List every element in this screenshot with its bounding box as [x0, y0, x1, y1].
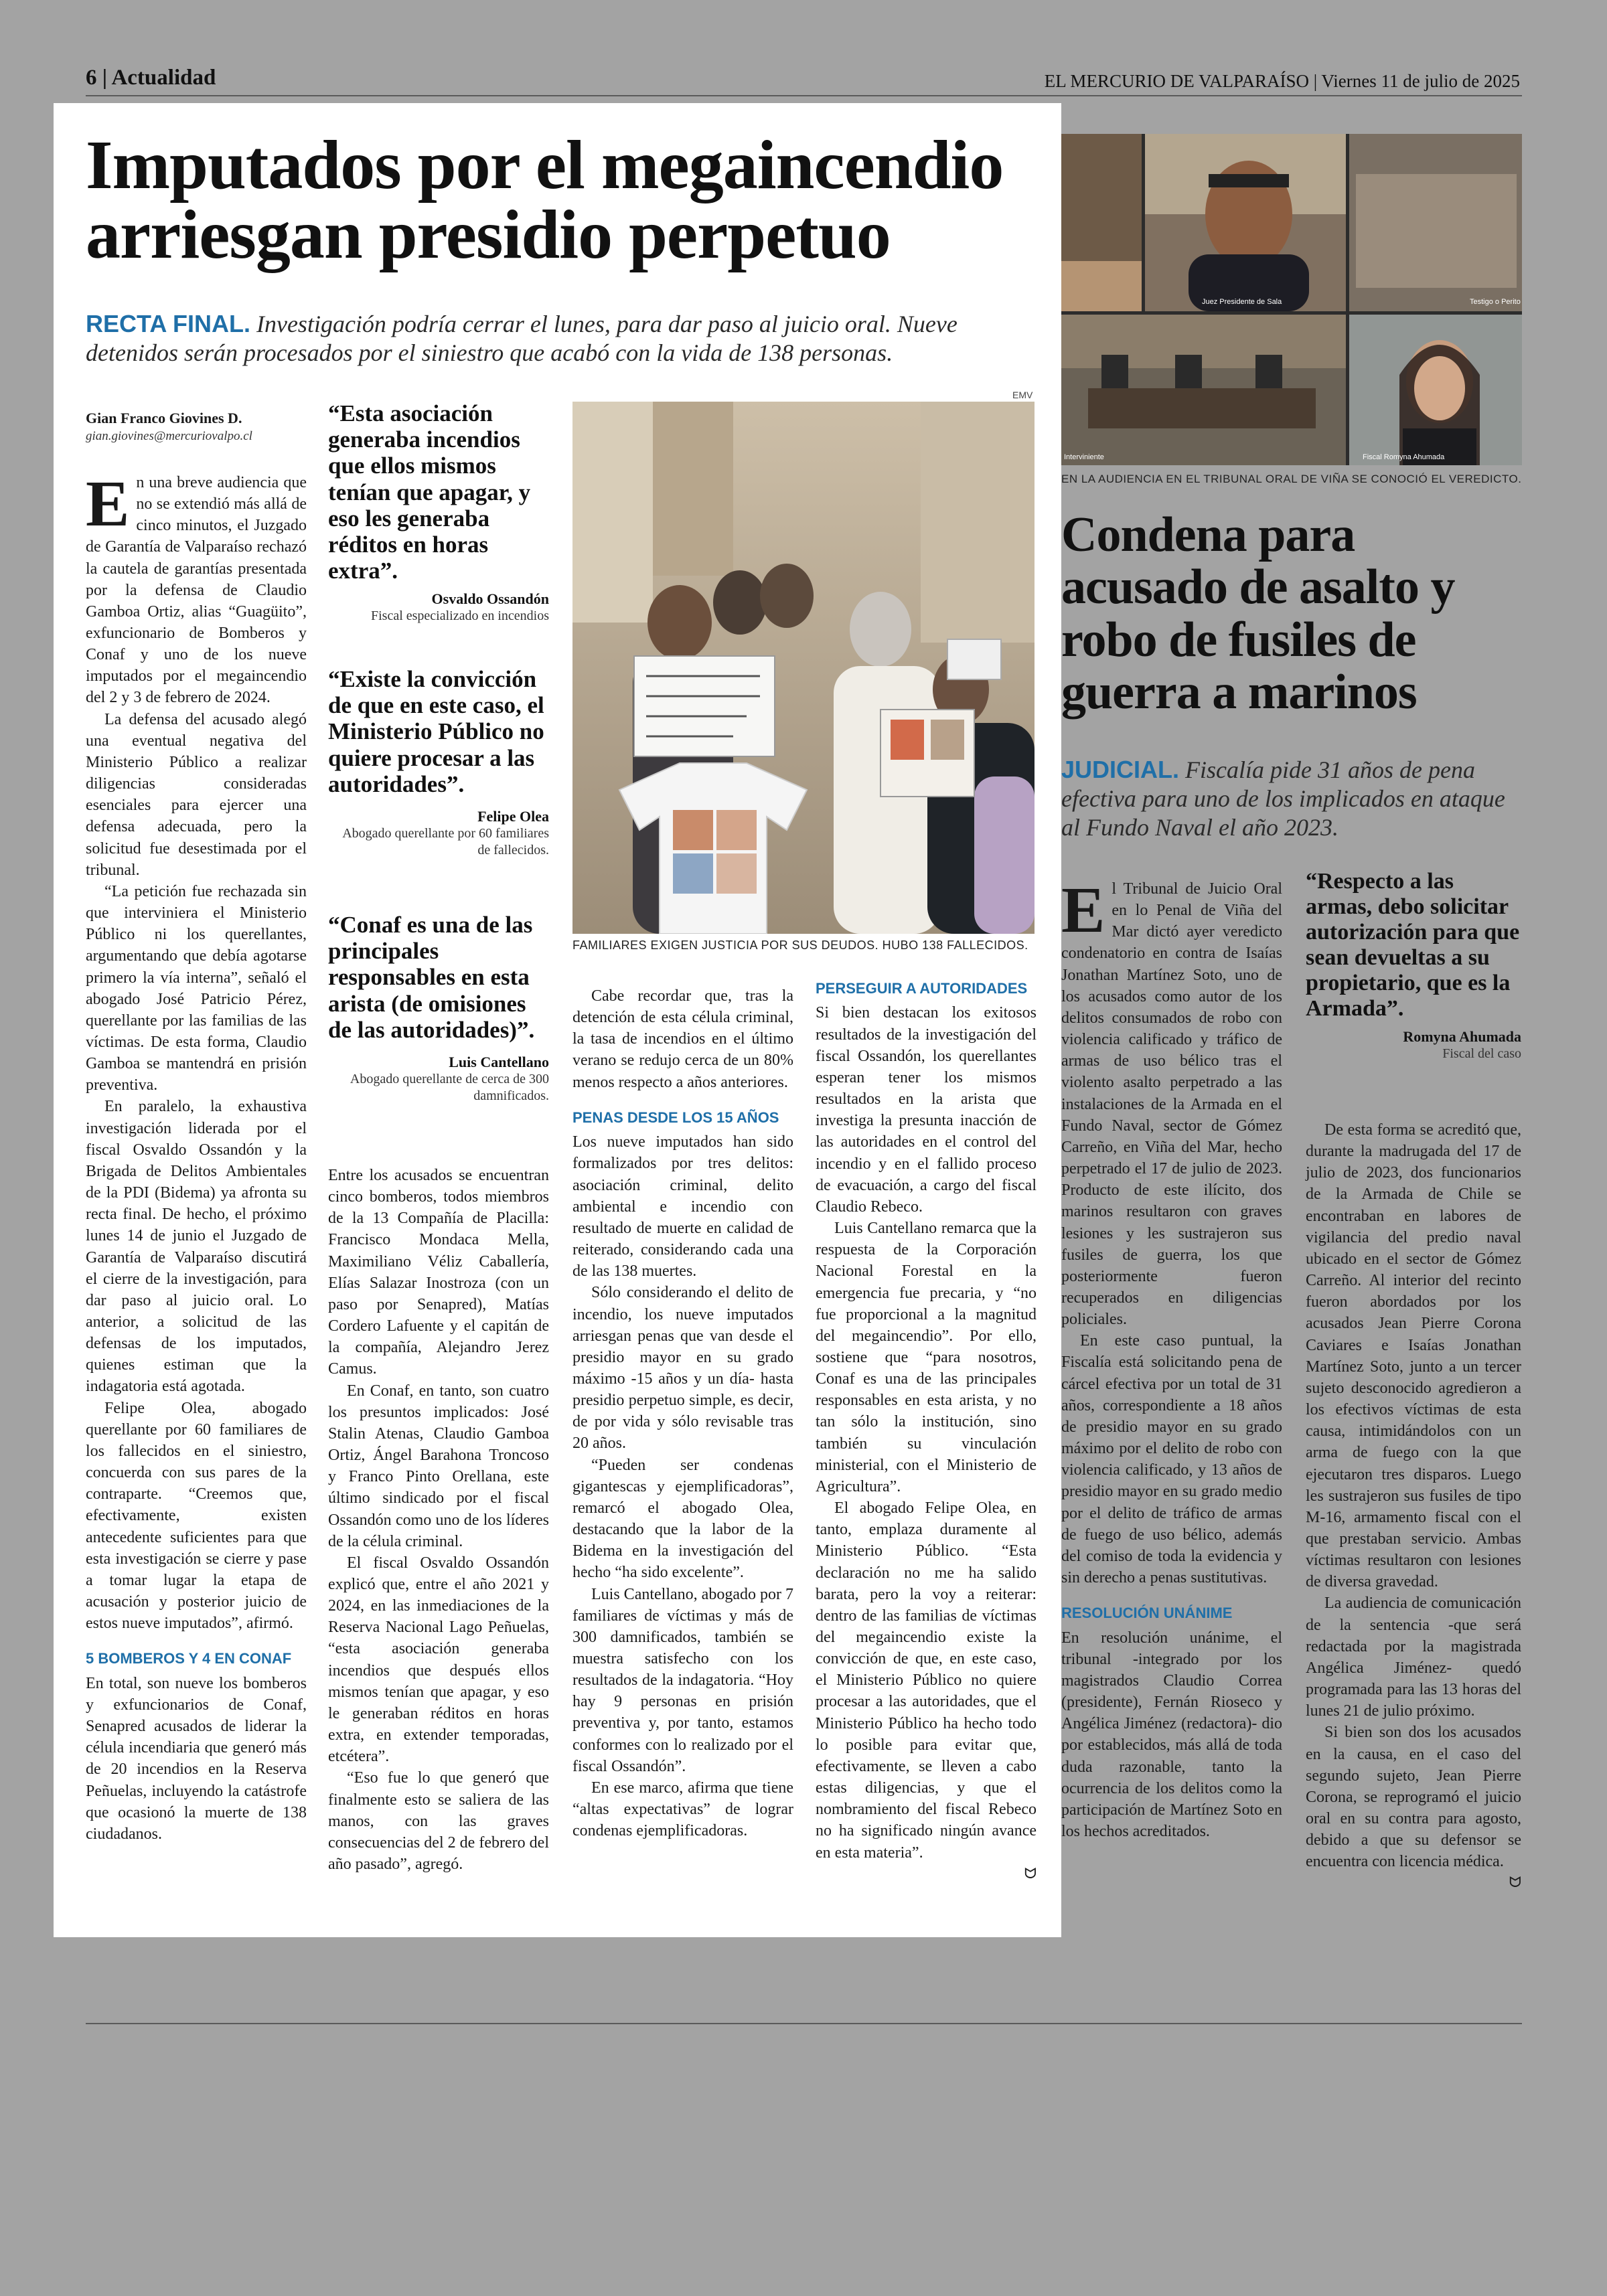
dropcap: E [86, 467, 130, 540]
families-protest-illustration [572, 402, 1035, 934]
main-headline-line2: arriesgan presidio perpetuo [86, 196, 891, 273]
paragraph: El fiscal Osvaldo Ossandón explicó que, entre el año 2021 y 2024, en las inmediaciones de la Reserva Nacional Lago Peñuelas, “esta asociación generaba incendios que después ellos mismos tenían que apagar, y eso le generaban réditos en horas extra, en extender temporadas, etcétera”. [328, 1554, 549, 1766]
pull-quote-author: Romyna Ahumada [1403, 1028, 1521, 1046]
paragraph [86, 467, 307, 709]
section-name: Actualidad [111, 66, 216, 90]
byline-email: gian.giovines@mercuriovalpo.cl [86, 429, 252, 444]
court-screens-illustration [1061, 134, 1522, 465]
court-video-photo [1061, 134, 1522, 465]
paragraph: La audiencia de comunicación de la sentencia -que será redactada por la magistrada Angélica Jiménez- quedó programada para las 13 horas del lunes 21 de julio próximo. [1306, 1594, 1521, 1720]
side-deck-tag: JUDICIAL. [1061, 756, 1180, 783]
masthead-date: EL MERCURIO DE VALPARAÍSO | Viernes 11 de julio de 2025 [1044, 71, 1520, 91]
paragraph: Si bien destacan los exitosos resultados de la investigación del fiscal Ossandón, los querellantes esperan tener los mismos resultados en la arista que investiga la presunta inacción de las autoridades en el control del incendio y en el fallido proceso de evacuación, a cargo del fiscal Claudio Rebeco. [816, 1004, 1037, 1216]
main-deck-tag: RECTA FINAL. [86, 310, 250, 337]
pull-quote-role: Fiscal del caso [1442, 1046, 1521, 1062]
paragraph: De esta forma se acreditó que, durante la madrugada del 17 de julio de 2023, dos funcionarios de la Armada de Chile se encontraban en labores de vigilancia del predio naval ubicado en el sector de Gómez Carreño. Al interior del recinto fueron abordados por los acusados Jean Pierre Corona Caviares e Isaías Jonathan Martínez Soto, junto a un tercer sujeto desconocido agredieron a los efectivos víctimas de esta causa, intimidándolos con un arma de fuego con la que ejecutaron tres disparos. Luego les sustrajeron sus fusiles de tipo M-16, armamento fiscal con el que prestaban servicio. Ambas víctimas resultaron con lesiones de diversa gravedad. [1306, 1121, 1521, 1591]
main-deck-line1: Investigación podría cerrar el lunes, para dar paso al juicio oral. Nueve [250, 311, 958, 337]
main-headline [86, 127, 1057, 273]
dropcap: E [1061, 874, 1105, 947]
byline: Gian Franco Giovines D. [86, 410, 242, 426]
paragraph: El abogado Felipe Olea, en tanto, emplaza duramente al Ministerio Público. “Esta declaración no me ha salido barata, pero la voy a reiterar: dentro de las familias de víctimas del megaincendio existe la convicción de que, en este caso, el Ministerio Público no quiere procesar a las autoridades, que el Ministerio Público ha hecho todo lo posible para evitar que, efectivamente, se lleven a cabo estas diligencias, y que el nombramiento del fiscal Rebeco no ha significado ningún avance en esta materia”. [816, 1499, 1037, 1862]
side-headline-line: guerra a marinos [1061, 665, 1417, 720]
paragraph: En paralelo, la exhaustiva investigación liderada por el fiscal Osvaldo Ossandón y la Brigada de Delitos Ambientales de la PDI (Bidema) ya afronta su recta final. De hecho, el próximo lunes 14 de junio el Juzgado de Garantía de Valparaíso discutirá el cierre de la investigación, para dar paso al juicio oral. Lo anterior, a solicitud de las defensas de los imputados, quienes estiman que la indagatoria está agotada. [86, 1098, 307, 1396]
paragraph-text: l Tribunal de Juicio Oral en lo Penal de Viña del Mar dictó ayer veredicto condenatorio en contra de Isaías Jonathan Martínez Soto, uno de los acusados como autor de los delitos consumados de robo con violencia calificado y tráfico de armas de uso bélico tras el violento asalto perpetrado a las instalaciones de la Armada en el Fundo Naval, sector de Gómez Carreño, en Viña del Mar, hecho perpetrado el 17 de julio de 2023. Producto de este ilícito, dos marinos resultaron con graves lesiones y les sustrajeron sus fusiles de guerra, los que posteriormente fueron recuperados en diligencias policiales. [1061, 880, 1282, 1329]
pull-quote-role: Abogado querellante por 60 familiares de fallecidos. [342, 825, 549, 857]
paragraph [1061, 874, 1282, 1330]
paragraph: Luis Cantellano remarca que la respuesta de la Corporación Nacional Forestal en la emergencia fue precaria, y “no fue proporcional a la magnitud del megaincendio”. Por ello, sostiene que “para nosotros, Conaf es una de las principales responsables en esta arista, y no tan sólo la institución, sino también su vinculación ministerial, con el Ministerio de Agricultura”. [816, 1220, 1037, 1495]
paragraph: “La petición fue rechazada sin que interviniera el Ministerio Público ni los querellantes, argumentando que debía agotarse primero la vía interna”, señaló el abogado José Patricio Pérez, querellante por las familias de las víctimas. De esta forma, Claudio Gamboa se mantendrá en prisión preventiva. [86, 882, 307, 1094]
judge-screen-label: Juez Presidente de Sala [1202, 298, 1282, 306]
paragraph: Luis Cantellano, abogado por 7 familiares de víctimas y más de 300 damnificados, también se muestra satisfecho con los resultados de la indagatoria. “Hoy hay 9 personas en prisión preventiva y, por tanto, estamos conformes con lo realizado por el fiscal Ossandón”. [572, 1585, 793, 1775]
paragraph: Felipe Olea, abogado querellante por 60 familiares de los fallecidos en el siniestro, concuerda con sus pares de la contraparte. “Creemos que, efectivamente, existen antecedente suficientes para que esta investigación se cierre y pase a tomar lugar la etapa de acusación y posterior juicio de estos nueve imputados”, afirmó. [86, 1399, 307, 1633]
paragraph: La defensa del acusado alegó una eventual negativa del Ministerio Público a realizar diligencias consideradas esenciales para ejercer una defensa adecuada, pero la solicitud fue desestimada por el tribunal. [86, 710, 307, 879]
subhead: 5 BOMBEROS Y 4 EN CONAF [86, 1650, 292, 1667]
prosecutor-screen-label: Fiscal Romyna Ahumada [1363, 453, 1445, 461]
paragraph-text: n una breve audiencia que no se extendió más allá de cinco minutos, el Juzgado de Garantía de Valparaíso rechazó la cautela de garantías presentada por la defensa de Claudio Gamboa Ortiz, alias “Guagüito”, exfuncionario de Bomberos y Conaf y uno de los nueve imputados por el megaincendio del 2 y 3 de febrero de 2024. [86, 473, 307, 707]
side-column-2 [1306, 1119, 1521, 1892]
subhead: PENAS DESDE LOS 15 AÑOS [572, 1109, 779, 1126]
pull-quote-text: “Existe la convicción de que en este caso, el Ministerio Público no quiere procesar a las autoridades”. [328, 666, 544, 797]
main-photo-caption: FAMILIARES EXIGEN JUSTICIA POR SUS DEUDOS. HUBO 138 FALLECIDOS. [572, 938, 1028, 952]
main-headline-line1: Imputados por el megaincendio [86, 127, 1004, 203]
end-mark-icon: ᗢ [1509, 1874, 1521, 1891]
pull-quote-author: Felipe Olea [477, 807, 549, 825]
page-folio [86, 66, 216, 90]
side-headline-line: robo de fusiles de [1061, 612, 1416, 667]
end-mark-icon: ᗢ [1024, 1864, 1037, 1882]
paragraph: Entre los acusados se encuentran cinco bomberos, todos miembros de la 13 Compañía de Placilla: Francisco Mondaca Mella, Maximiliano Véliz Caballería, Elías Salazar Inostroza (con un paso por Senapred), Matías Cordero Lafuente y el capitán de la compañía, Alejandro Jerez Camus. [328, 1167, 549, 1378]
subhead: RESOLUCIÓN UNÁNIME [1061, 1605, 1233, 1622]
paragraph: En este caso puntual, la Fiscalía está solicitando pena de cárcel efectiva por un total de 31 años, correspondiente a 18 años de presidio mayor en su grado máximo por el delito de robo con violencia calificado, y 13 años de presidio mayor en su grado medio por el delito de tráfico de armas de fuego de uso bélico, además del comiso de toda la evidencia y sin derecho a penas sustitutivas. [1061, 1332, 1282, 1586]
families-protest-photo [572, 402, 1035, 934]
side-headline [1061, 509, 1523, 719]
main-column-1 [86, 408, 307, 1845]
paragraph: Los nueve imputados han sido formalizados por tres delitos: asociación criminal, delito ambiental e incendio con resultado de muerte en calidad de reiterado, considerando cada una de las 138 muertes. [572, 1133, 793, 1281]
bottom-rule [86, 2023, 1522, 2024]
pull-quote-text: “Respecto a las armas, debo solicitar autorización para que sean devueltas a su propietario, que es la Armada”. [1306, 869, 1520, 1021]
main-column-2 [328, 1165, 549, 1875]
side-headline-line: acusado de asalto y [1061, 560, 1455, 615]
side-pull-quote [1306, 869, 1521, 1062]
paragraph: En total, son nueve los bomberos y exfuncionarios de Conaf, Senapred acusados de liderar la célula incendiaria que generó más de 20 incendios en la Reserva Peñuelas, incluyendo la catástrofe que ocasionó la muerte de 138 ciudadanos. [86, 1674, 307, 1843]
pull-quote-2 [328, 666, 549, 859]
side-photo-caption: EN LA AUDIENCIA EN EL TRIBUNAL ORAL DE VIÑA SE CONOCIÓ EL VEREDICTO. [1061, 473, 1522, 485]
pull-quote-author: Osvaldo Ossandón [431, 590, 549, 608]
page-number: 6 [86, 66, 97, 90]
paragraph: En ese marco, afirma que tiene “altas expectativas” de lograr condenas ejemplificadoras. [572, 1779, 793, 1840]
pull-quote-author: Luis Cantellano [449, 1053, 549, 1070]
pull-quote-3 [328, 912, 549, 1104]
paragraph: “Eso fue lo que generó que finalmente esto se saliera de las manos, con las graves consecuencias del 2 de febrero del año pasado”, agregó. [328, 1769, 549, 1873]
interviniente-screen-label: Interviniente [1064, 453, 1104, 461]
top-rule [86, 95, 1522, 96]
main-column-3 [572, 985, 793, 1841]
side-deck-text: Fiscalía pide 31 años de pena efectiva para uno de los implicados en ataque al Fundo Naval el año 2023. [1061, 756, 1505, 841]
pull-quote-text: “Esta asociación generaba incendios que ellos mismos tenían que apagar, y eso les generaba réditos en horas extra”. [328, 400, 531, 584]
main-column-4 [816, 979, 1037, 1883]
main-deck-line2: detenidos serán procesados por el siniestro que acabó con la vida de 138 personas. [86, 339, 893, 367]
paragraph: Cabe recordar que, tras la detención de esta célula criminal, la tasa de incendios en el último verano se redujo cerca de un 80% menos respecto a años anteriores. [572, 987, 793, 1091]
folio-separator: | [96, 66, 112, 90]
pull-quote-text: “Conaf es una de las principales responsables en esta arista (de omisiones de las autoridades)”. [328, 912, 535, 1043]
side-deck [1061, 755, 1523, 843]
paragraph: En Conaf, en tanto, son cuatro los presuntos implicados: José Stalin Atenas, Claudio Gamboa Ortiz, Ángel Barahona Troncoso y Franco Pinto Orellana, este último sindicado por el fiscal Ossandón como uno de los líderes de la célula criminal. [328, 1382, 549, 1550]
pull-quote-role: Abogado querellante de cerca de 300 damnificados. [350, 1071, 549, 1103]
pull-quote-1 [328, 400, 549, 625]
photo-credit: EMV [1012, 390, 1033, 400]
paragraph: “Pueden ser condenas gigantescas y ejemplificadoras”, remarcó el abogado Olea, destacando que la labor de la Bidema en la investigación del hecho “ha sido excelente”. [572, 1456, 793, 1582]
main-deck [86, 309, 1057, 367]
witness-screen-label: Testigo o Perito [1470, 298, 1521, 306]
subhead: PERSEGUIR A AUTORIDADES [816, 980, 1028, 997]
paragraph: Sólo considerando el delito de incendio, los nueve imputados arriesgan penas que van desde el presidio mayor en su grado máximo -15 años y un día- hasta presidio perpetuo simple, es decir, de por vida y sólo revisable tras 20 años. [572, 1284, 793, 1453]
paragraph: En resolución unánime, el tribunal -integrado por los magistrados Claudio Correa (presidente), Fernán Rioseco y Angélica Jiménez (redactora)- dio por establecidos, más allá de toda duda razonable, tanto la ocurrencia de los delitos como la participación de Martínez Soto en los hechos acreditados. [1061, 1629, 1282, 1841]
side-headline-line: Condena para [1061, 507, 1355, 562]
side-column-1 [1061, 874, 1282, 1842]
pull-quote-role: Fiscal especializado en incendios [370, 608, 549, 624]
paragraph: Si bien son dos los acusados en la causa, en el caso del segundo sujeto, Jean Pierre Corona, se reprogramó el juicio oral en su contra para agosto, debido a que su defensor se encuentra con licencia médica. [1306, 1724, 1521, 1871]
